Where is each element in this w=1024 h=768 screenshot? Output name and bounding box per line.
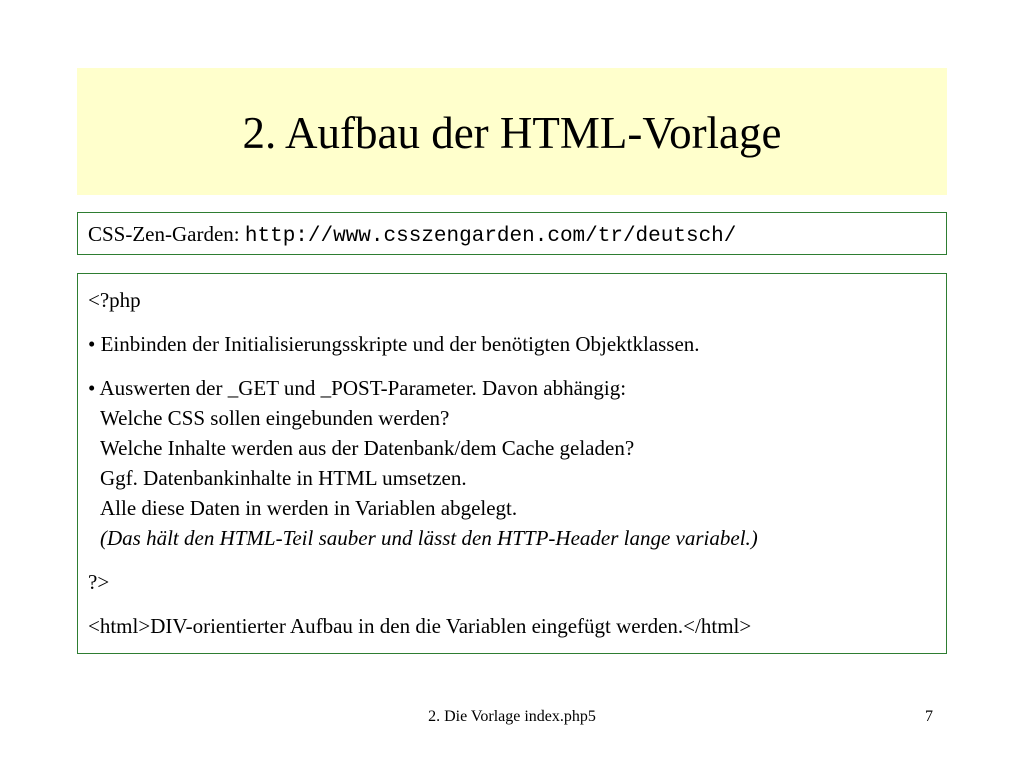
sub-item-css: Welche CSS sollen eingebunden werden?	[100, 406, 450, 430]
sub-item-content: Welche Inhalte werden aus der Datenbank/dem Cache geladen?	[100, 436, 635, 460]
link-label: CSS-Zen-Garden:	[88, 222, 245, 246]
footer-text: 2. Die Vorlage index.php5	[428, 708, 596, 725]
zen-garden-url: http://www.csszengarden.com/tr/deutsch/	[244, 225, 737, 248]
link-box	[77, 212, 947, 255]
html-line: <html>DIV-orientierter Aufbau in den die Variablen eingefügt werden.</html>	[88, 614, 752, 638]
page-number: 7	[925, 708, 933, 725]
sub-item-note: (Das hält den HTML-Teil sauber und lässt den HTTP-Header lange variabel.)	[100, 526, 758, 550]
bullet-parse-parameters: • Auswerten der _GET und _POST-Parameter. Davon abhängig:	[88, 376, 627, 400]
sub-item-variables: Alle diese Daten in werden in Variablen abgelegt.	[100, 496, 518, 520]
php-open-tag: <?php	[88, 288, 141, 312]
title-banner	[77, 68, 947, 195]
php-close-tag: ?>	[88, 570, 110, 594]
sub-item-convert: Ggf. Datenbankinhalte in HTML umsetzen.	[100, 466, 467, 490]
content-box	[77, 273, 947, 654]
bullet-include-scripts: • Einbinden der Initialisierungsskripte und der benötigten Objektklassen.	[88, 332, 700, 356]
slide-title: 2. Aufbau der HTML-Vorlage	[242, 108, 782, 158]
